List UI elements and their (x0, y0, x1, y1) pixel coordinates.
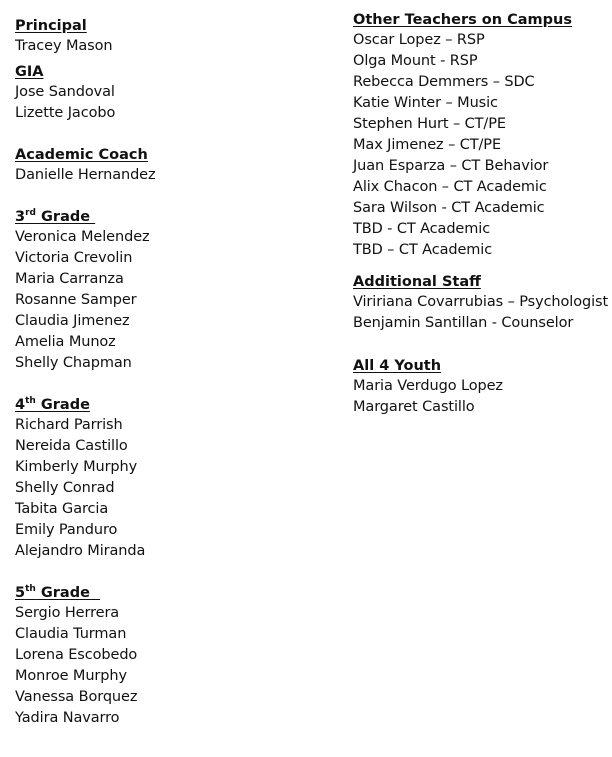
grade-4-suffix: th (25, 396, 36, 407)
gia-heading: GIA (15, 64, 44, 80)
grade-4-label: Grade (35, 397, 90, 413)
staff-name: Olga Mount - RSP (353, 53, 478, 69)
grade-3-heading (15, 207, 315, 227)
staff-name: Lizette Jacobo (15, 105, 116, 121)
gia-list (15, 82, 315, 124)
staff-name: Max Jimenez – CT/PE (353, 137, 501, 153)
all-4-youth-list (353, 376, 608, 418)
staff-name: Lorena Escobedo (15, 647, 138, 663)
grade-3-list (15, 227, 315, 374)
other-teachers-heading: Other Teachers on Campus (353, 12, 572, 28)
right-column (353, 10, 608, 418)
staff-name: Amelia Munoz (15, 334, 116, 350)
staff-name: Maria Carranza (15, 271, 124, 287)
staff-name: Vanessa Borquez (15, 689, 138, 705)
staff-name: TBD – CT Academic (353, 242, 493, 258)
staff-name: Rosanne Samper (15, 292, 137, 308)
section-grade-3 (15, 207, 315, 374)
staff-name: Shelly Chapman (15, 355, 132, 371)
staff-name: Tabita Garcia (15, 501, 109, 517)
section-principal (15, 16, 315, 57)
staff-name: Benjamin Santillan - Counselor (353, 315, 574, 331)
staff-name: TBD - CT Academic (353, 221, 491, 237)
staff-name: Monroe Murphy (15, 668, 127, 684)
grade-4-number: 4 (15, 397, 26, 413)
staff-name: Claudia Jimenez (15, 313, 130, 329)
principal-heading: Principal (15, 18, 87, 34)
grade-5-list (15, 603, 315, 729)
staff-name: Margaret Castillo (353, 399, 475, 415)
staff-name: Veronica Melendez (15, 229, 150, 245)
grade-5-heading (15, 583, 315, 603)
section-grade-4 (15, 395, 315, 562)
left-column (15, 16, 315, 729)
staff-name: Sergio Herrera (15, 605, 120, 621)
staff-name: Yadira Navarro (15, 710, 120, 726)
staff-name: Alix Chacon – CT Academic (353, 179, 547, 195)
staff-name: Emily Panduro (15, 522, 118, 538)
section-additional-staff (353, 272, 608, 334)
grade-4-heading (15, 395, 315, 415)
section-all-4-youth (353, 356, 608, 418)
grade-5-number: 5 (15, 585, 26, 601)
academic-coach-heading: Academic Coach (15, 147, 148, 163)
additional-staff-heading: Additional Staff (353, 274, 481, 290)
staff-name: Danielle Hernandez (15, 167, 156, 183)
section-gia (15, 62, 315, 124)
grade-5-suffix: th (25, 584, 36, 595)
staff-name: Stephen Hurt – CT/PE (353, 116, 506, 132)
grade-4-list (15, 415, 315, 562)
grade-5-label: Grade (35, 585, 101, 601)
additional-staff-list (353, 292, 608, 334)
staff-name: Rebecca Demmers – SDC (353, 74, 535, 90)
staff-name: Richard Parrish (15, 417, 123, 433)
staff-name: Shelly Conrad (15, 480, 115, 496)
staff-name: Kimberly Murphy (15, 459, 138, 475)
staff-name: Maria Verdugo Lopez (353, 378, 503, 394)
staff-name: Viririana Covarrubias – Psychologist (353, 294, 609, 310)
staff-name: Nereida Castillo (15, 438, 128, 454)
staff-name: Victoria Crevolin (15, 250, 133, 266)
staff-name: Oscar Lopez – RSP (353, 32, 485, 48)
section-academic-coach (15, 145, 315, 186)
other-teachers-list (353, 30, 608, 261)
all-4-youth-heading: All 4 Youth (353, 358, 442, 374)
staff-name: Katie Winter – Music (353, 95, 498, 111)
academic-coach-list (15, 165, 315, 186)
grade-3-suffix: rd (25, 208, 36, 219)
section-grade-5 (15, 583, 315, 729)
section-other-teachers (353, 10, 608, 261)
staff-name: Claudia Turman (15, 626, 127, 642)
grade-3-label: Grade (35, 209, 96, 225)
staff-name: Tracey Mason (15, 38, 113, 54)
staff-name: Juan Esparza – CT Behavior (353, 158, 549, 174)
grade-3-number: 3 (15, 209, 26, 225)
principal-list (15, 36, 315, 57)
staff-name: Alejandro Miranda (15, 543, 146, 559)
staff-name: Jose Sandoval (15, 84, 115, 100)
staff-name: Sara Wilson - CT Academic (353, 200, 545, 216)
